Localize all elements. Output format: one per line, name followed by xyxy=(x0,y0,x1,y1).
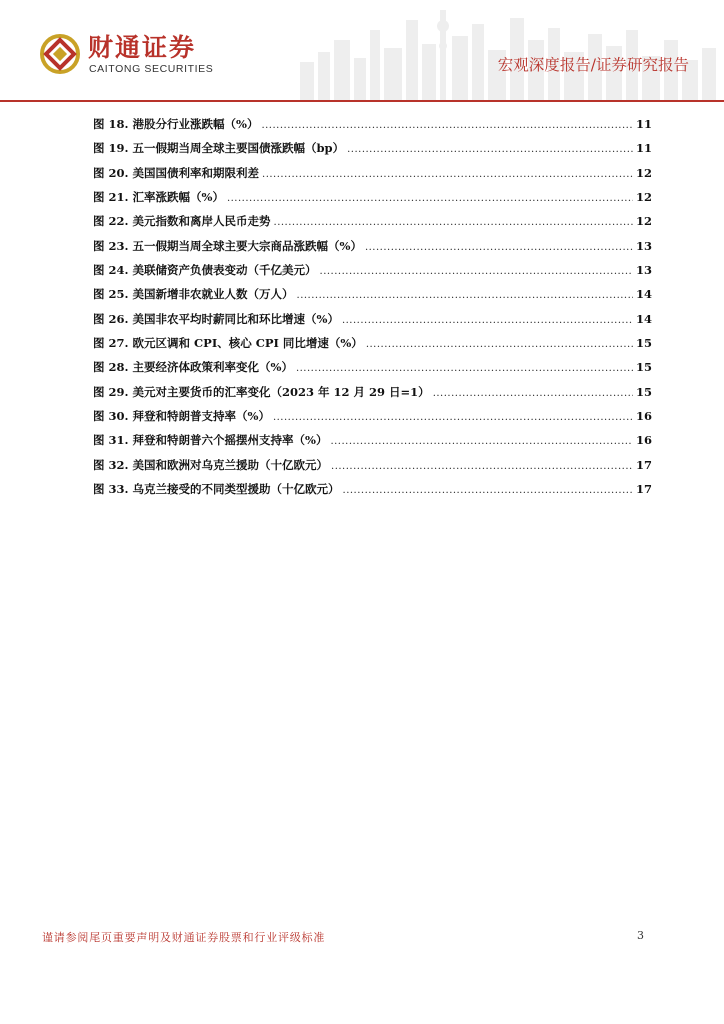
toc-page-number: 13 xyxy=(635,238,652,253)
toc-leader-dots xyxy=(320,260,633,284)
toc-figure-number: 图 21. xyxy=(93,190,129,205)
toc-figure-title: 美元对主要货币的汇率变化（2023 年 12 月 29 日=1） xyxy=(132,384,430,399)
toc-page-number: 14 xyxy=(635,287,652,302)
toc-figure-number: 图 32. xyxy=(93,457,129,472)
toc-entry[interactable] xyxy=(93,112,652,136)
toc-page-number: 12 xyxy=(635,214,652,229)
page-header xyxy=(0,0,724,104)
figure-table-of-contents xyxy=(93,112,652,502)
toc-figure-number: 图 19. xyxy=(93,141,129,156)
toc-figure-title: 美国新增非农就业人数（万人） xyxy=(132,287,294,302)
toc-figure-title: 美国非农平均时薪同比和环比增速（%） xyxy=(132,311,339,326)
toc-figure-title: 美国和欧洲对乌克兰援助（十亿欧元） xyxy=(132,457,329,472)
toc-entry[interactable] xyxy=(93,282,652,306)
toc-leader-dots xyxy=(262,163,633,187)
toc-page-number: 14 xyxy=(635,311,652,326)
toc-entry[interactable] xyxy=(93,185,652,209)
toc-page-number: 11 xyxy=(635,141,652,156)
toc-figure-title: 美元指数和离岸人民币走势 xyxy=(132,214,271,229)
toc-figure-title: 港股分行业涨跌幅（%） xyxy=(132,117,259,131)
company-logo-english: CAITONG SECURITIES xyxy=(89,63,214,75)
toc-leader-dots xyxy=(274,211,633,235)
toc-figure-number: 图 33. xyxy=(93,482,129,497)
toc-leader-dots xyxy=(342,309,633,333)
header-divider xyxy=(0,100,724,102)
toc-entry[interactable] xyxy=(93,307,652,331)
toc-page-number: 15 xyxy=(635,384,652,399)
toc-page-number: 17 xyxy=(635,457,652,472)
toc-entry[interactable] xyxy=(93,209,652,233)
toc-entry[interactable] xyxy=(93,453,652,477)
toc-entry[interactable] xyxy=(93,428,652,452)
toc-entry[interactable] xyxy=(93,380,652,404)
toc-leader-dots xyxy=(227,187,633,211)
toc-entry[interactable] xyxy=(93,331,652,355)
toc-entry[interactable] xyxy=(93,136,652,160)
toc-entry[interactable] xyxy=(93,477,652,501)
toc-entry[interactable] xyxy=(93,234,652,258)
toc-figure-number: 图 25. xyxy=(93,287,129,302)
toc-page-number: 16 xyxy=(635,409,652,424)
toc-figure-title: 乌克兰接受的不同类型援助（十亿欧元） xyxy=(132,482,340,497)
toc-figure-title: 拜登和特朗普支持率（%） xyxy=(132,409,270,424)
toc-figure-title: 美国国债利率和期限利差 xyxy=(132,165,260,180)
toc-figure-number: 图 26. xyxy=(93,311,129,326)
toc-figure-title: 五一假期当周全球主要大宗商品涨跌幅（%） xyxy=(132,238,362,253)
toc-entry[interactable] xyxy=(93,404,652,428)
toc-leader-dots xyxy=(343,479,633,503)
toc-page-number: 15 xyxy=(635,336,652,351)
company-logo-text: 财通证券 xyxy=(88,33,197,62)
toc-figure-number: 图 22. xyxy=(93,214,129,229)
toc-figure-title: 拜登和特朗普六个摇摆州支持率（%） xyxy=(132,433,328,448)
caitong-logo-icon xyxy=(40,34,80,74)
toc-leader-dots xyxy=(366,333,633,357)
toc-figure-title: 美联储资产负债表变动（千亿美元） xyxy=(132,263,317,278)
toc-figure-number: 图 20. xyxy=(93,165,129,180)
toc-page-number: 11 xyxy=(635,117,652,131)
document-type-label: 宏观深度报告/证券研究报告 xyxy=(497,56,689,74)
toc-figure-number: 图 28. xyxy=(93,360,129,375)
toc-entry[interactable] xyxy=(93,258,652,282)
toc-page-number: 15 xyxy=(635,360,652,375)
toc-page-number: 13 xyxy=(635,263,652,278)
toc-figure-title: 五一假期当周全球主要国债涨跌幅（bp） xyxy=(132,141,345,156)
footer-disclaimer: 谨请参阅尾页重要声明及财通证券股票和行业评级标准 xyxy=(42,931,326,944)
toc-figure-number: 图 23. xyxy=(93,238,129,253)
toc-leader-dots xyxy=(330,430,633,454)
toc-leader-dots xyxy=(365,236,633,260)
toc-figure-title: 汇率涨跌幅（%） xyxy=(132,190,224,205)
page-number: 3 xyxy=(637,929,644,942)
toc-entry[interactable] xyxy=(93,161,652,185)
toc-leader-dots xyxy=(433,382,633,406)
toc-figure-number: 图 24. xyxy=(93,263,129,278)
toc-leader-dots xyxy=(261,114,633,138)
toc-page-number: 12 xyxy=(635,165,652,180)
toc-page-number: 16 xyxy=(635,433,652,448)
toc-leader-dots xyxy=(331,455,633,479)
toc-figure-title: 主要经济体政策利率变化（%） xyxy=(132,360,293,375)
toc-page-number: 17 xyxy=(635,482,652,497)
toc-entry[interactable] xyxy=(93,355,652,379)
toc-page-number: 12 xyxy=(635,190,652,205)
toc-figure-number: 图 31. xyxy=(93,433,129,448)
toc-figure-number: 图 18. xyxy=(93,117,129,131)
toc-figure-number: 图 29. xyxy=(93,384,129,399)
toc-figure-title: 欧元区调和 CPI、核心 CPI 同比增速（%） xyxy=(132,336,363,351)
toc-leader-dots xyxy=(347,138,633,162)
toc-leader-dots xyxy=(273,406,633,430)
toc-figure-number: 图 27. xyxy=(93,336,129,351)
toc-leader-dots xyxy=(296,357,633,381)
toc-figure-number: 图 30. xyxy=(93,409,129,424)
toc-leader-dots xyxy=(297,284,633,308)
